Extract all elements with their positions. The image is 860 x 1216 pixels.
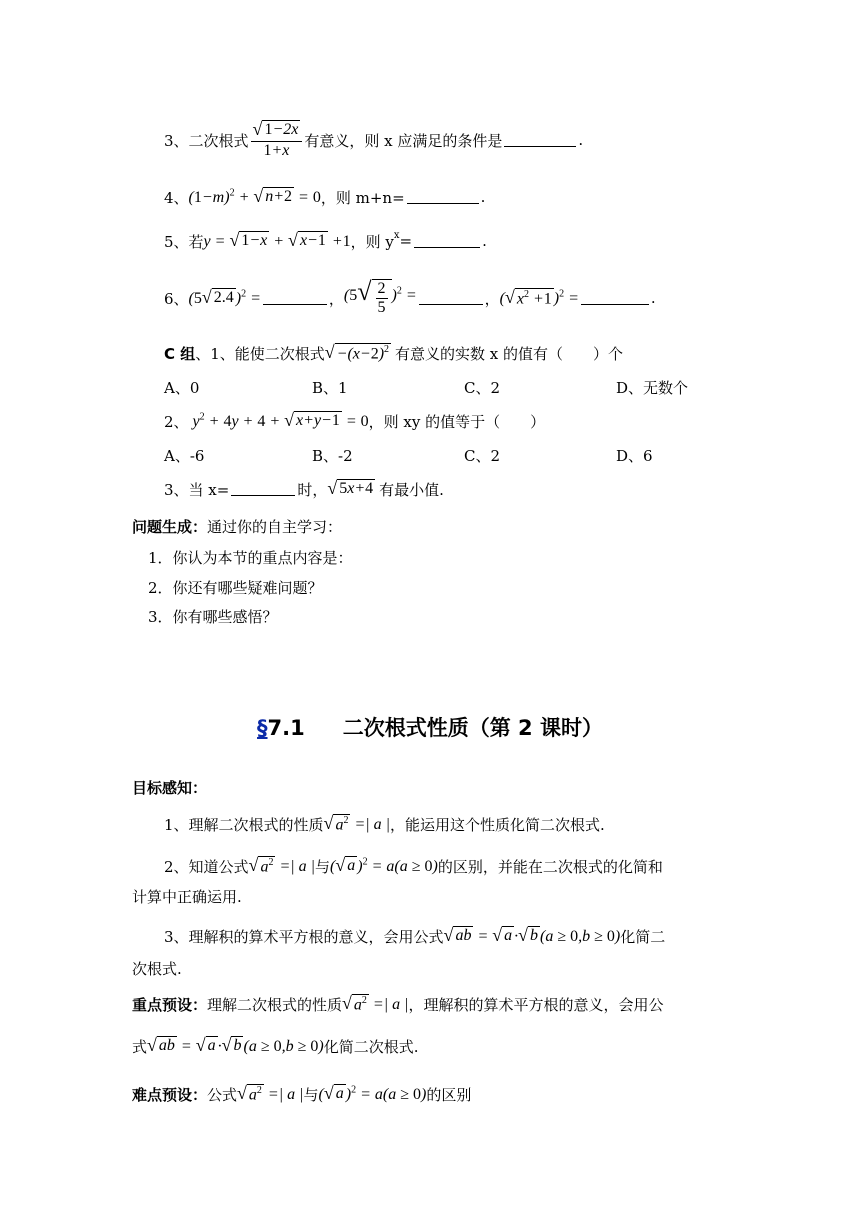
- section-link[interactable]: §: [257, 716, 268, 740]
- expression-2: (5 √ $\frac{2}{5}$ )$^2$ =: [343, 276, 417, 316]
- exercise-5: 5、若 y = √ 1−x + √ x−1 +1 ，则 y $^x$ = .: [164, 229, 487, 251]
- option-b[interactable]: B、-2: [312, 447, 353, 465]
- problem-item: 1．你认为本节的重点内容是：: [148, 548, 353, 567]
- group-c-question-2: 2、 $y^2 + 4y + 4$ + √ x+y−1 = 0 ，则 xy 的值等于（ ）: [164, 410, 546, 431]
- option-b[interactable]: B、1: [312, 379, 348, 397]
- expression-1: (5 √ 2.4 )$^2$ =: [188, 287, 261, 307]
- problem-generation: 问题生成： 通过你的自主学习：: [132, 517, 343, 536]
- exercise-3-text: 有意义，则 x 应满足的条件是: [304, 131, 503, 150]
- option-c[interactable]: C、2: [464, 447, 501, 465]
- formula: √ ab = √ a · √ b (a ≥ 0,b ≥ 0): [443, 925, 621, 945]
- group-c-question-1: C 组 、1、能使二次根式 √ $-(x-2)^2$ 有意义的实数 x 的值有（ ）个: [164, 341, 624, 363]
- group-label: C 组: [164, 344, 196, 363]
- exercise-3-prefix: 3、二次根式: [164, 131, 249, 150]
- formula: √ $a^2$ =| a |: [237, 1082, 304, 1103]
- goal-1: 1、理解二次根式的性质 √ $a^2$ =| a | ，能运用这个性质化简二次根式.: [164, 812, 605, 834]
- formula: ( √ a )$^2$ = a(a ≥ 0): [318, 1083, 427, 1103]
- fraction-expression: √ 1−2x 1+x: [251, 120, 303, 160]
- group-c-question-3: 3、当 x= 时， √ 5x+4 有最小值.: [164, 478, 444, 499]
- formula: √ ab = √ a · √ b (a ≥ 0,b ≥ 0): [147, 1035, 324, 1055]
- answer-blank[interactable]: [414, 246, 480, 248]
- difficult-label: 难点预设：: [132, 1085, 208, 1104]
- key-points: 重点预设： 理解二次根式的性质 √ $a^2$ =| a | ，理解积的算术平方根的意义，会用公: [132, 992, 664, 1014]
- answer-blank[interactable]: [581, 303, 649, 305]
- formula: ( √ a )$^2$ = a(a ≥ 0): [330, 855, 438, 875]
- goal-label: 目标感知：: [132, 778, 208, 797]
- answer-blank[interactable]: [419, 303, 483, 305]
- expression: √ 5x+4: [327, 478, 374, 498]
- answer-blank[interactable]: [407, 202, 479, 204]
- option-c[interactable]: C、2: [464, 379, 501, 397]
- equation: $(1-m)^2$ + √ n+2 = 0: [188, 186, 321, 206]
- option-a[interactable]: A、0: [164, 379, 200, 397]
- expression: √ $-(x-2)^2$: [324, 341, 390, 362]
- exercise-4: 4、 $(1-m)^2$ + √ n+2 = 0 ，则 m+n= .: [164, 186, 486, 207]
- key-label: 重点预设：: [132, 995, 208, 1014]
- answer-blank[interactable]: [504, 145, 576, 147]
- equation: y = √ 1−x + √ x−1 +1: [203, 230, 351, 250]
- exercise-3: 3、二次根式 √ 1−2x 1+x 有意义，则 x 应满足的条件是 .: [164, 119, 584, 159]
- exercise-6: 6、 (5 √ 2.4 )$^2$ = ， (5 √ $\frac{2}{5}$ )$^2$ = ， ( √ $x^2 +1$ )$^2$ = .: [164, 276, 656, 316]
- option-d[interactable]: D、6: [616, 447, 653, 465]
- goal-2: 2、知道公式 √ $a^2$ =| a | 与 ( √ a )$^2$ = a(a ≥ 0) 的区别，并能在二次根式的化简和: [164, 854, 663, 876]
- section-title: §7.1 二次根式性质（第 2 课时）: [257, 716, 603, 740]
- goal-3-continued: 次根式.: [132, 959, 182, 978]
- formula: √ $a^2$ =| a |: [323, 812, 391, 833]
- option-a[interactable]: A、-6: [164, 447, 205, 465]
- option-d[interactable]: D、无数个: [616, 379, 689, 397]
- goal-2-continued: 计算中正确运用.: [132, 887, 242, 906]
- answer-blank[interactable]: [263, 303, 327, 305]
- difficult-points: 难点预设： 公式 √ $a^2$ =| a | 与 ( √ a )$^2$ = a(a ≥ 0) 的区别: [132, 1082, 472, 1104]
- formula: √ $a^2$ =| a |: [342, 992, 409, 1013]
- key-points-continued: 式 √ ab = √ a · √ b (a ≥ 0,b ≥ 0) 化简二次根式.: [132, 1035, 419, 1056]
- formula: √ $a^2$ =| a |: [248, 854, 316, 875]
- equation: $y^2 + 4y + 4$ + √ x+y−1 = 0: [192, 410, 369, 430]
- answer-blank[interactable]: [231, 494, 295, 496]
- goal-3: 3、理解积的算术平方根的意义，会用公式 √ ab = √ a · √ b (a ≥ 0,b ≥ 0) 化简二: [164, 925, 666, 946]
- problem-item: 3．你有哪些感悟？: [148, 607, 278, 626]
- problem-item: 2．你还有哪些疑难问题？: [148, 578, 323, 597]
- expression-3: ( √ $x^2 +1$ )$^2$ =: [499, 286, 579, 307]
- problem-label: 问题生成：: [132, 517, 208, 536]
